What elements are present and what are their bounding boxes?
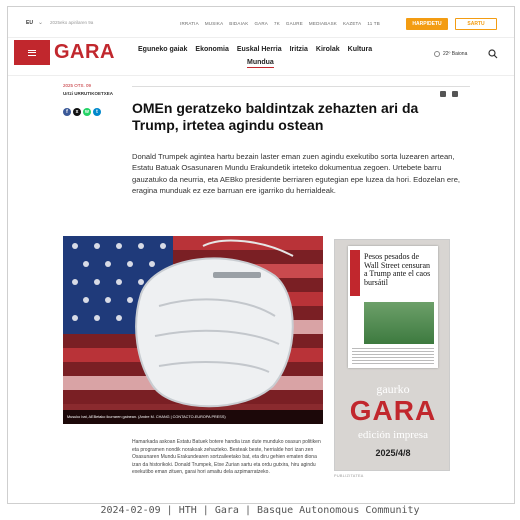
network-link[interactable]: GAURE bbox=[285, 21, 303, 26]
chevron-down-icon[interactable]: ⌄ bbox=[38, 20, 44, 26]
network-links bbox=[180, 21, 380, 26]
article-headline: OMEn geratzeko baldintzak zehazten ari da Trump, irtetea agindu ostean bbox=[132, 100, 419, 133]
cover-headline: Pesos pesados de Wall Street censuran a Trump ante el caos bursátil bbox=[364, 252, 431, 287]
article-author[interactable]: Urtzi URRUTIKOETXEA bbox=[63, 91, 114, 96]
article-photo bbox=[63, 236, 323, 424]
hamburger-icon bbox=[28, 50, 36, 56]
top-bar bbox=[8, 7, 514, 38]
network-link[interactable]: 7K bbox=[274, 21, 280, 26]
nav-item[interactable]: Ekonomia bbox=[195, 46, 229, 53]
email-icon[interactable] bbox=[452, 91, 458, 97]
site-logo[interactable]: GARA bbox=[54, 41, 115, 63]
subscribe-button[interactable]: HARPIDETU bbox=[406, 18, 448, 30]
flag-mask-image bbox=[63, 236, 323, 424]
ad-edition: edición impresa bbox=[358, 429, 428, 441]
nav-item[interactable]: Eguneko gaiak bbox=[138, 46, 188, 53]
search-icon[interactable] bbox=[488, 49, 498, 59]
photo-caption: Musuko bat, AEBetako ikurraren gainean. (Andre M. CHANG | CONTACTO-EUROPA PRESS) bbox=[63, 410, 323, 424]
facebook-icon[interactable]: f bbox=[63, 108, 71, 116]
sun-icon bbox=[434, 51, 440, 57]
ad-label: PUBLIZITATEA bbox=[334, 474, 364, 478]
cover-logo-block bbox=[350, 250, 360, 296]
network-link[interactable]: IRRATIA bbox=[180, 21, 199, 26]
network-link[interactable]: KAZETA bbox=[342, 21, 362, 26]
login-button[interactable]: SARTU bbox=[455, 18, 497, 30]
cover-photo bbox=[364, 302, 434, 344]
nav-item[interactable]: Kultura bbox=[347, 46, 373, 53]
print-edition-ad[interactable] bbox=[334, 239, 450, 471]
article-tools bbox=[440, 91, 458, 97]
network-link[interactable]: GARA bbox=[254, 21, 268, 26]
telegram-icon[interactable]: t bbox=[93, 108, 101, 116]
nav-divider bbox=[8, 75, 514, 76]
network-link[interactable]: MUSIKA bbox=[204, 21, 224, 26]
newspaper-cover bbox=[348, 246, 438, 368]
print-icon[interactable] bbox=[440, 91, 446, 97]
ad-date: 2025/4/8 bbox=[375, 448, 411, 458]
browser-frame bbox=[7, 6, 515, 504]
weather-text: 22º Baiona bbox=[443, 51, 468, 57]
nav-item[interactable]: Euskal Herria bbox=[236, 46, 282, 53]
screenshot-caption: 2024-02-09 | HTH | Gara | Basque Autonomous Community bbox=[100, 505, 420, 516]
current-date: 2025eko apirilaren 9a bbox=[50, 20, 94, 25]
whatsapp-icon[interactable]: w bbox=[83, 108, 91, 116]
weather-widget[interactable] bbox=[434, 51, 467, 57]
title-divider bbox=[132, 86, 470, 87]
ad-gaurko: gaurko bbox=[376, 382, 410, 396]
nav-item[interactable]: Iritzia bbox=[289, 46, 308, 53]
nav-item[interactable]: Kirolak bbox=[315, 46, 340, 53]
menu-button[interactable] bbox=[14, 40, 50, 65]
network-link[interactable]: BIDAIAK bbox=[229, 21, 249, 26]
network-link[interactable]: 11 TB bbox=[367, 21, 380, 26]
article-date: 2025 OTS. 09 bbox=[63, 83, 92, 88]
x-icon[interactable]: x bbox=[73, 108, 81, 116]
network-link[interactable]: MEDIABASK bbox=[308, 21, 337, 26]
main-nav bbox=[138, 46, 372, 53]
ad-logo: GARA bbox=[349, 395, 437, 426]
share-buttons bbox=[63, 108, 101, 116]
language-selector[interactable]: EU bbox=[26, 20, 33, 26]
article-body: Hamarkada askoan Estatu Batuek botere handia izan dute munduko osasun politiken eta programen nondik norakoak zehazteko. Besteak beste, herrialde hori izan zen Osasunaren Mundu Erakundearen sortzaileetako bat, eta diru gehien ematen diona izan da historikoki. Donald Trumpek, Etxe Zurian sartu eta ordu gutxira, hiru agindu exekutibo eman zituen, garai hori amaitu dela azpimarratzeko. bbox=[132, 439, 321, 475]
nav-item-active[interactable]: Mundua bbox=[247, 59, 274, 66]
article-lead: Donald Trumpek agintea hartu bezain laster eman zuen agindu exekutibo sorta luzearen artean, Estatu Batuak Osasunaren Mundu Erakundetik irteteko dokumentua zegoen. Urtebete barru gauzatuko da neurria, eta AEBko presidente berriaren egutegian epe luzea da hori. Edozelan ere, eragina munduak ez eze barruan ere igarriko du herrialdeak. bbox=[132, 152, 461, 196]
cover-text-lines bbox=[352, 348, 434, 364]
